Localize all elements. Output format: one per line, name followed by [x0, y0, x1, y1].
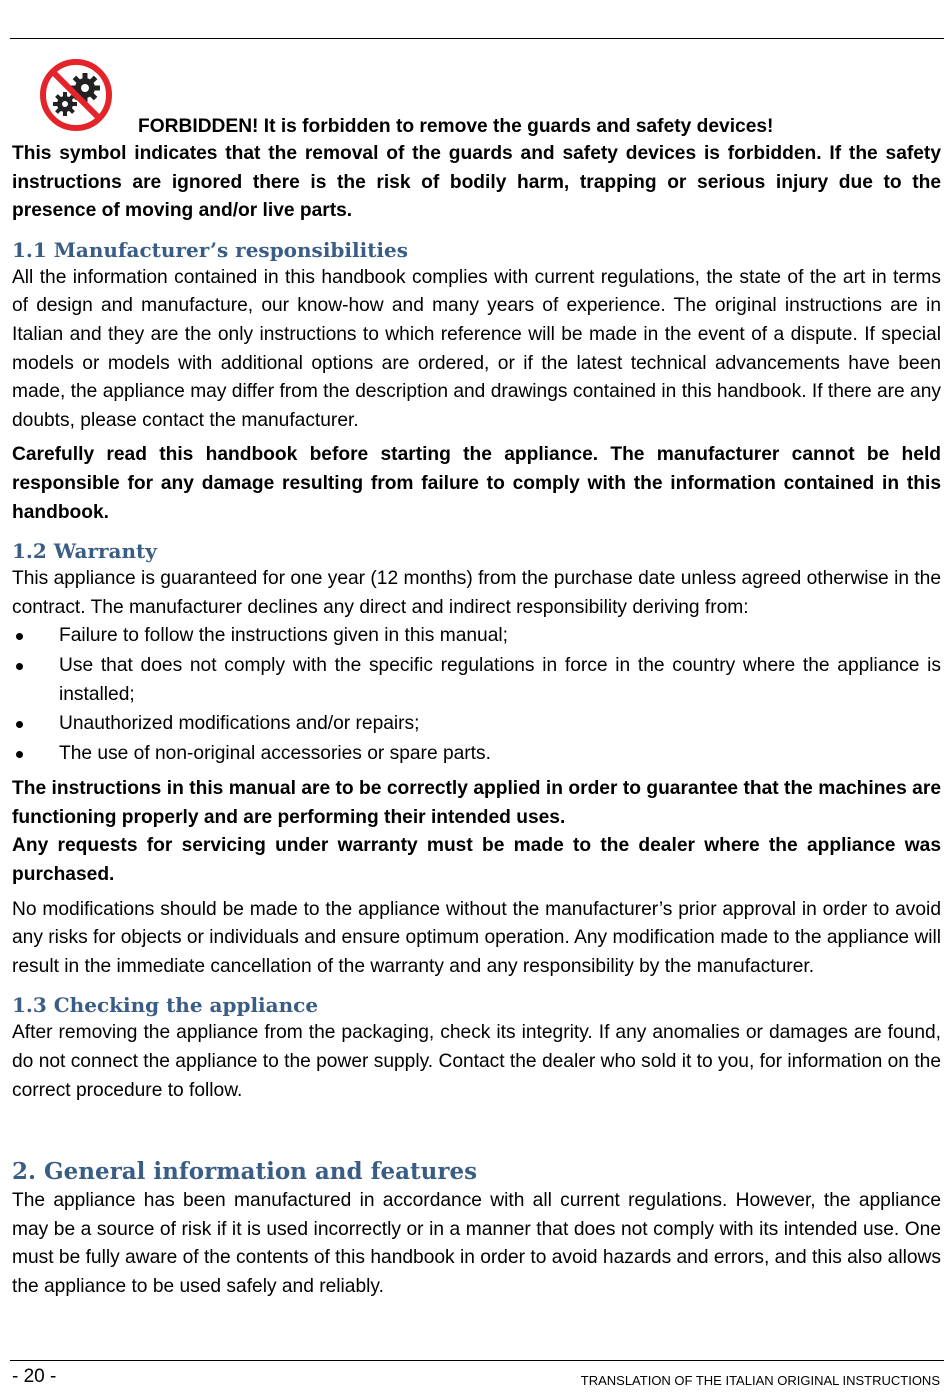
warning-header — [12, 58, 941, 140]
section-1-1-paragraph: All the information contained in this handbook complies with current regulations, the state of the art in terms of design and manufacture, our know-how and many years of experience. The original instructions are in Italian and they are the only instructions to which reference will be made in the event of a dispute. If special models or models with additional options are ordered, or if the latest technical advancements have been made, the appliance may differ from the description and drawings contained in this handbook. If there are any doubts, please contact the manufacturer. — [12, 266, 941, 431]
list-item: Use that does not comply with the specific regulations in force in the country where the appliance is installed; — [12, 652, 941, 709]
list-item: The use of non-original accessories or spare parts. — [12, 740, 941, 769]
section-2-heading: 2. General information and features — [12, 1158, 478, 1186]
footer-note: TRANSLATION OF THE ITALIAN ORIGINAL INSTRUCTIONS — [580, 1373, 940, 1388]
section-2-paragraph: The appliance has been manufactured in accordance with all current regulations. However, the appliance may be a source of risk if it is used incorrectly or in a manner that does not comply with its intended use. One must be fully aware of the contents of this handbook in order to avoid hazards and errors, and this also allows the appliance to be used safely and reliably. — [12, 1190, 941, 1297]
list-item: Failure to follow the instructions given in this manual; — [12, 622, 941, 651]
section-1-3-heading: 1.3 Checking the appliance — [12, 993, 319, 1018]
page-number: - 20 - — [12, 1366, 57, 1387]
section-1-1-bold-note: Carefully read this handbook before starting the appliance. The manufacturer cannot be held responsible for any damage resulting from failure to comply with the information contained in this handbook. — [12, 444, 941, 523]
list-item: Unauthorized modifications and/or repairs; — [12, 710, 941, 739]
warranty-bold-note-1: The instructions in this manual are to be correctly applied in order to guarantee that the machines are functioning properly and are performing their intended uses. — [12, 778, 941, 828]
warning-text: This symbol indicates that the removal of the guards and safety devices is forbidden. If the safety instructions are ignored there is the risk of bodily harm, trapping or serious injury due to the presence of moving and/or live parts. — [12, 143, 941, 222]
warranty-exclusions-list — [12, 622, 941, 768]
warning-title: FORBIDDEN! It is forbidden to remove the guards and safety devices! — [138, 116, 774, 137]
section-1-3-paragraph: After removing the appliance from the packaging, check its integrity. If any anomalies or damages are found, do not connect the appliance to the power supply. Contact the dealer who sold it to you, for information on the correct procedure to follow. — [12, 1022, 941, 1101]
forbidden-gears-icon — [39, 58, 113, 132]
warranty-intro: This appliance is guaranteed for one year (12 months) from the purchase date unless agreed otherwise in the contract. The manufacturer declines any direct and indirect responsibility deriving from: — [12, 568, 942, 618]
header-rule — [10, 38, 944, 39]
section-1-1-heading: 1.1 Manufacturer’s responsibilities — [12, 237, 409, 262]
page-content — [12, 58, 941, 1302]
warranty-modifications-paragraph: No modifications should be made to the appliance without the manufacturer’s prior approval in order to avoid any risks for objects or individuals and ensure optimum operation. Any modification made to the appliance will result in the immediate cancellation of the warranty and any responsibility by the manufacturer. — [12, 898, 941, 977]
section-1-2-heading: 1.2 Warranty — [12, 539, 157, 564]
footer-rule — [10, 1360, 944, 1361]
warranty-bold-note-2: Any requests for servicing under warranty must be made to the dealer where the appliance was purchased. — [12, 835, 941, 886]
